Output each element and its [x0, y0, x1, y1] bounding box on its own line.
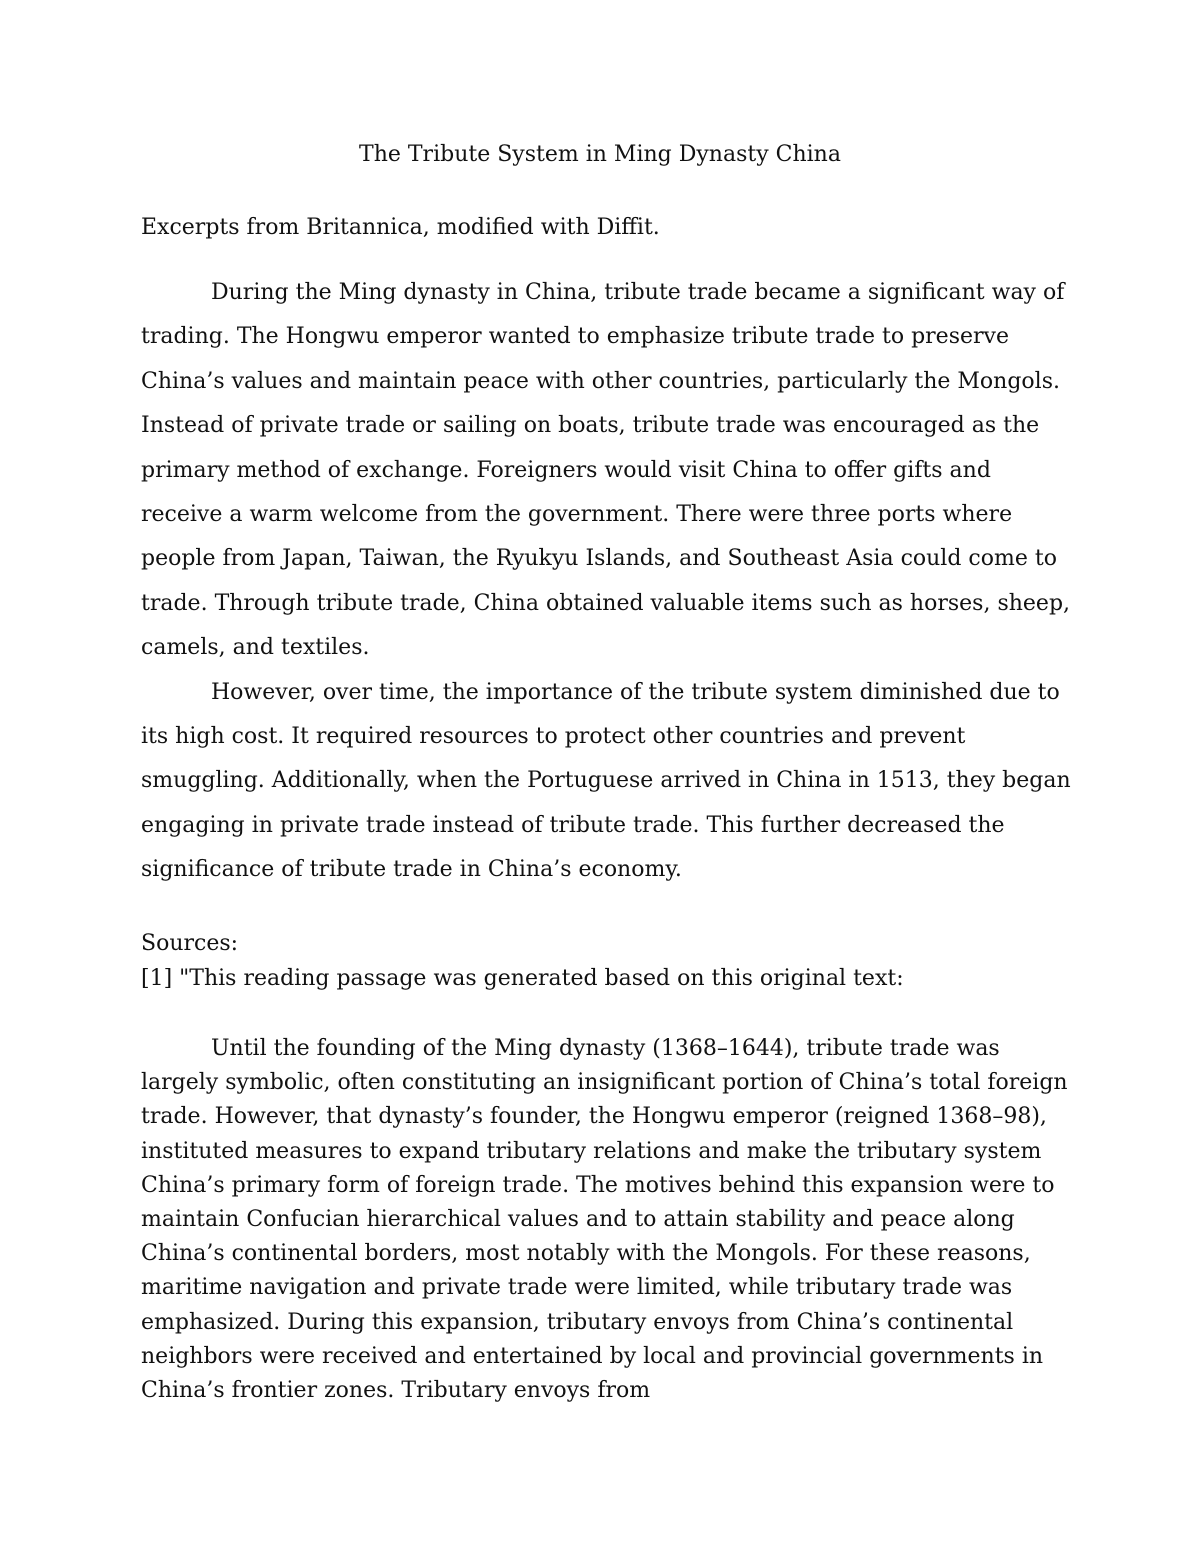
original-text-excerpt	[141, 1032, 1071, 1408]
sources-label: Sources:	[141, 931, 239, 956]
reading-passage	[141, 271, 1071, 893]
passage-paragraph-1: During the Ming dynasty in China, tribute trade became a significant way of trading. The Hongwu emperor wanted to emphasize tribute trade to preserve China’s values and maintain peace with other countries, particularly the Mongols. Instead of private trade or sailing on boats, tribute trade was encouraged as the primary method of exchange. Foreigners would visit China to offer gifts and receive a warm welcome from the government. There were three ports where people from Japan, Taiwan, the Ryukyu Islands, and Southeast Asia could come to trade. Through tribute trade, China obtained valuable items such as horses, sheep, camels, and textiles.	[141, 280, 1071, 661]
passage-paragraph-2: However, over time, the importance of the tribute system diminished due to its high cost. It required resources to protect other countries and prevent smuggling. Additionally, when the Portuguese arrived in China in 1513, they began engaging in private trade instead of tribute trade. This further decreased the significance of tribute trade in China’s economy.	[141, 679, 1071, 883]
original-text-paragraph: Until the founding of the Ming dynasty (1368–1644), tribute trade was largely symbolic, often constituting an insignificant portion of China’s total foreign trade. However, that dynasty’s founder, the Hongwu emperor (reigned 1368–98), instituted measures to expand tributary relations and make the tributary system China’s primary form of foreign trade. The motives behind this expansion were to maintain Confucian hierarchical values and to attain stability and peace along China’s continental borders, most notably with the Mongols. For these reasons, maritime navigation and private trade were limited, while tributary trade was emphasized. During this expansion, tributary envoys from China’s continental neighbors were received and entertained by local and provincial governments in China’s frontier zones. Tributary envoys from	[141, 1036, 1068, 1404]
document-subtitle: Excerpts from Britannica, modified with Diffit.	[141, 215, 660, 240]
source-citation: [1] "This reading passage was generated based on this original text:	[141, 966, 904, 991]
document-title: The Tribute System in Ming Dynasty China	[359, 142, 841, 167]
